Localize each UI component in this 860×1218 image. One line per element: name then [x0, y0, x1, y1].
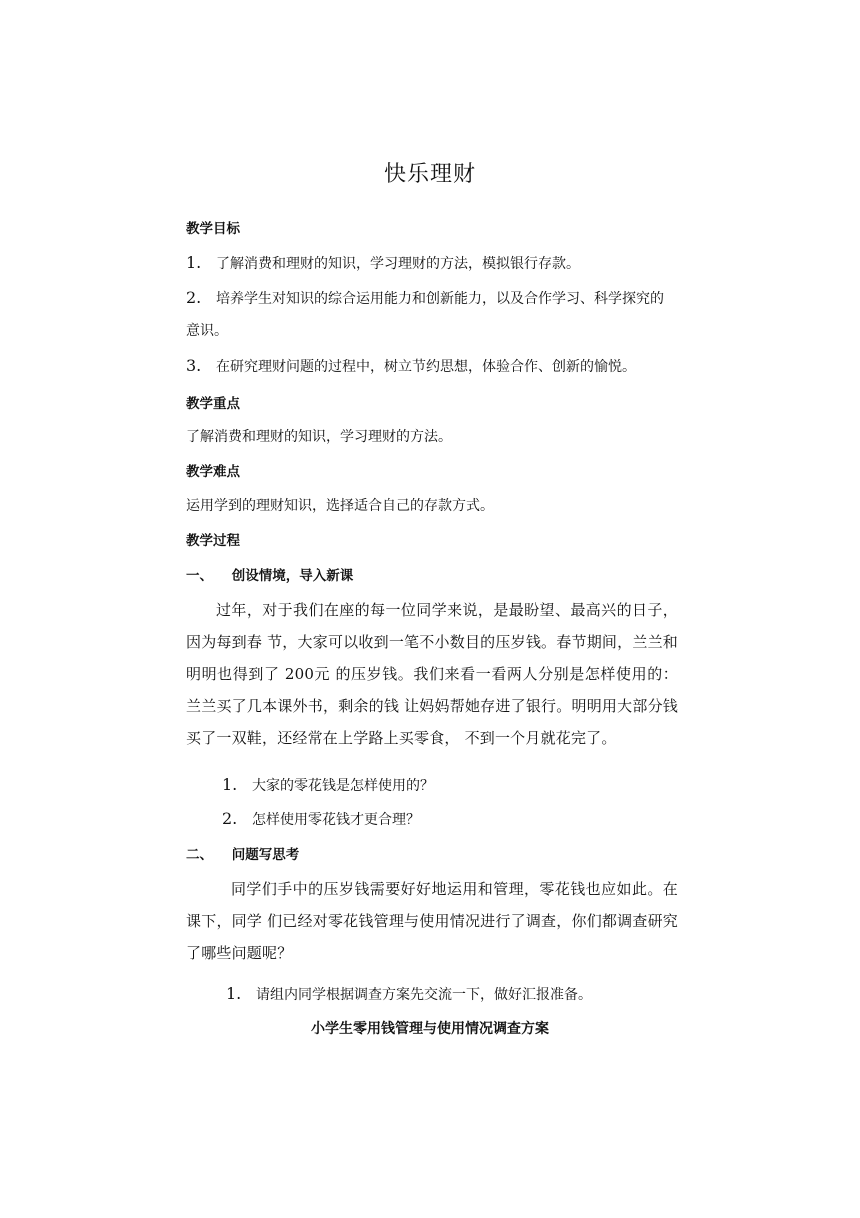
goal-number: 3.: [186, 356, 202, 375]
page-title: 快乐理财: [383, 162, 476, 187]
goal-text: 培养学生对知识的综合运用能力和创新能力，以及合作学习、科学探究的: [216, 291, 664, 307]
key-heading: 教学重点: [186, 396, 240, 412]
part2-item-1: [226, 984, 592, 1005]
goals-heading: 教学目标: [186, 221, 240, 237]
part1-question-1: [222, 775, 434, 796]
question-number: 2.: [222, 809, 238, 828]
goal-text: 了解消费和理财的知识，学习理财的方法，模拟银行存款。: [216, 256, 580, 272]
question-text: 怎样使用零花钱才更合理？: [252, 812, 420, 828]
goal-number: 1.: [186, 253, 202, 272]
part2-heading: 二、 问题写思考: [186, 847, 300, 863]
goal-item-2: [186, 288, 664, 309]
difficulty-text: 运用学到的理财知识，选择适合自己的存款方式。: [186, 498, 494, 514]
item-text: 请组内同学根据调查方案先交流一下，做好汇报准备。: [256, 987, 592, 1003]
goal-text: 在研究理财问题的过程中，树立节约思想，体验合作、创新的愉悦。: [216, 359, 636, 375]
part1-heading: 一、 创设情境，导入新课: [186, 568, 354, 584]
part2-paragraph: 同学们手中的压岁钱需要好好地运用和管理，零花钱也应如此。在课下，同学 们已经对零花钱管理与使用情况进行了调查，你们都调查研究了哪些问题呢？: [186, 880, 678, 962]
question-text: 大家的零花钱是怎样使用的？: [252, 778, 434, 794]
part1-paragraph: 过年，对于我们在座的每一位同学来说，是最盼望、最高兴的日子，因为每到春 节，大家可以收到一笔不小数目的压岁钱。春节期间，兰兰和明明也得到了 200元 的压岁钱。我们来看一看两人分别是怎样使用的：兰兰买了几本课外书，剩余的钱 让妈妈帮她存进了银行。明明用大部分钱买了一双鞋，还经常在上学路上买零食， 不到一个月就花完了。: [186, 601, 678, 747]
goal-number: 2.: [186, 288, 202, 307]
goal-item-1: [186, 253, 580, 274]
goal-item-3: [186, 356, 636, 377]
key-text: 了解消费和理财的知识，学习理财的方法。: [186, 429, 452, 445]
goal-item-2-continuation: 意识。: [186, 323, 228, 339]
process-heading: 教学过程: [186, 533, 240, 549]
survey-title: 小学生零用钱管理与使用情况调查方案: [311, 1021, 549, 1037]
question-number: 1.: [222, 775, 238, 794]
difficulty-heading: 教学难点: [186, 464, 240, 480]
item-number: 1.: [226, 984, 242, 1003]
part1-question-2: [222, 809, 420, 830]
